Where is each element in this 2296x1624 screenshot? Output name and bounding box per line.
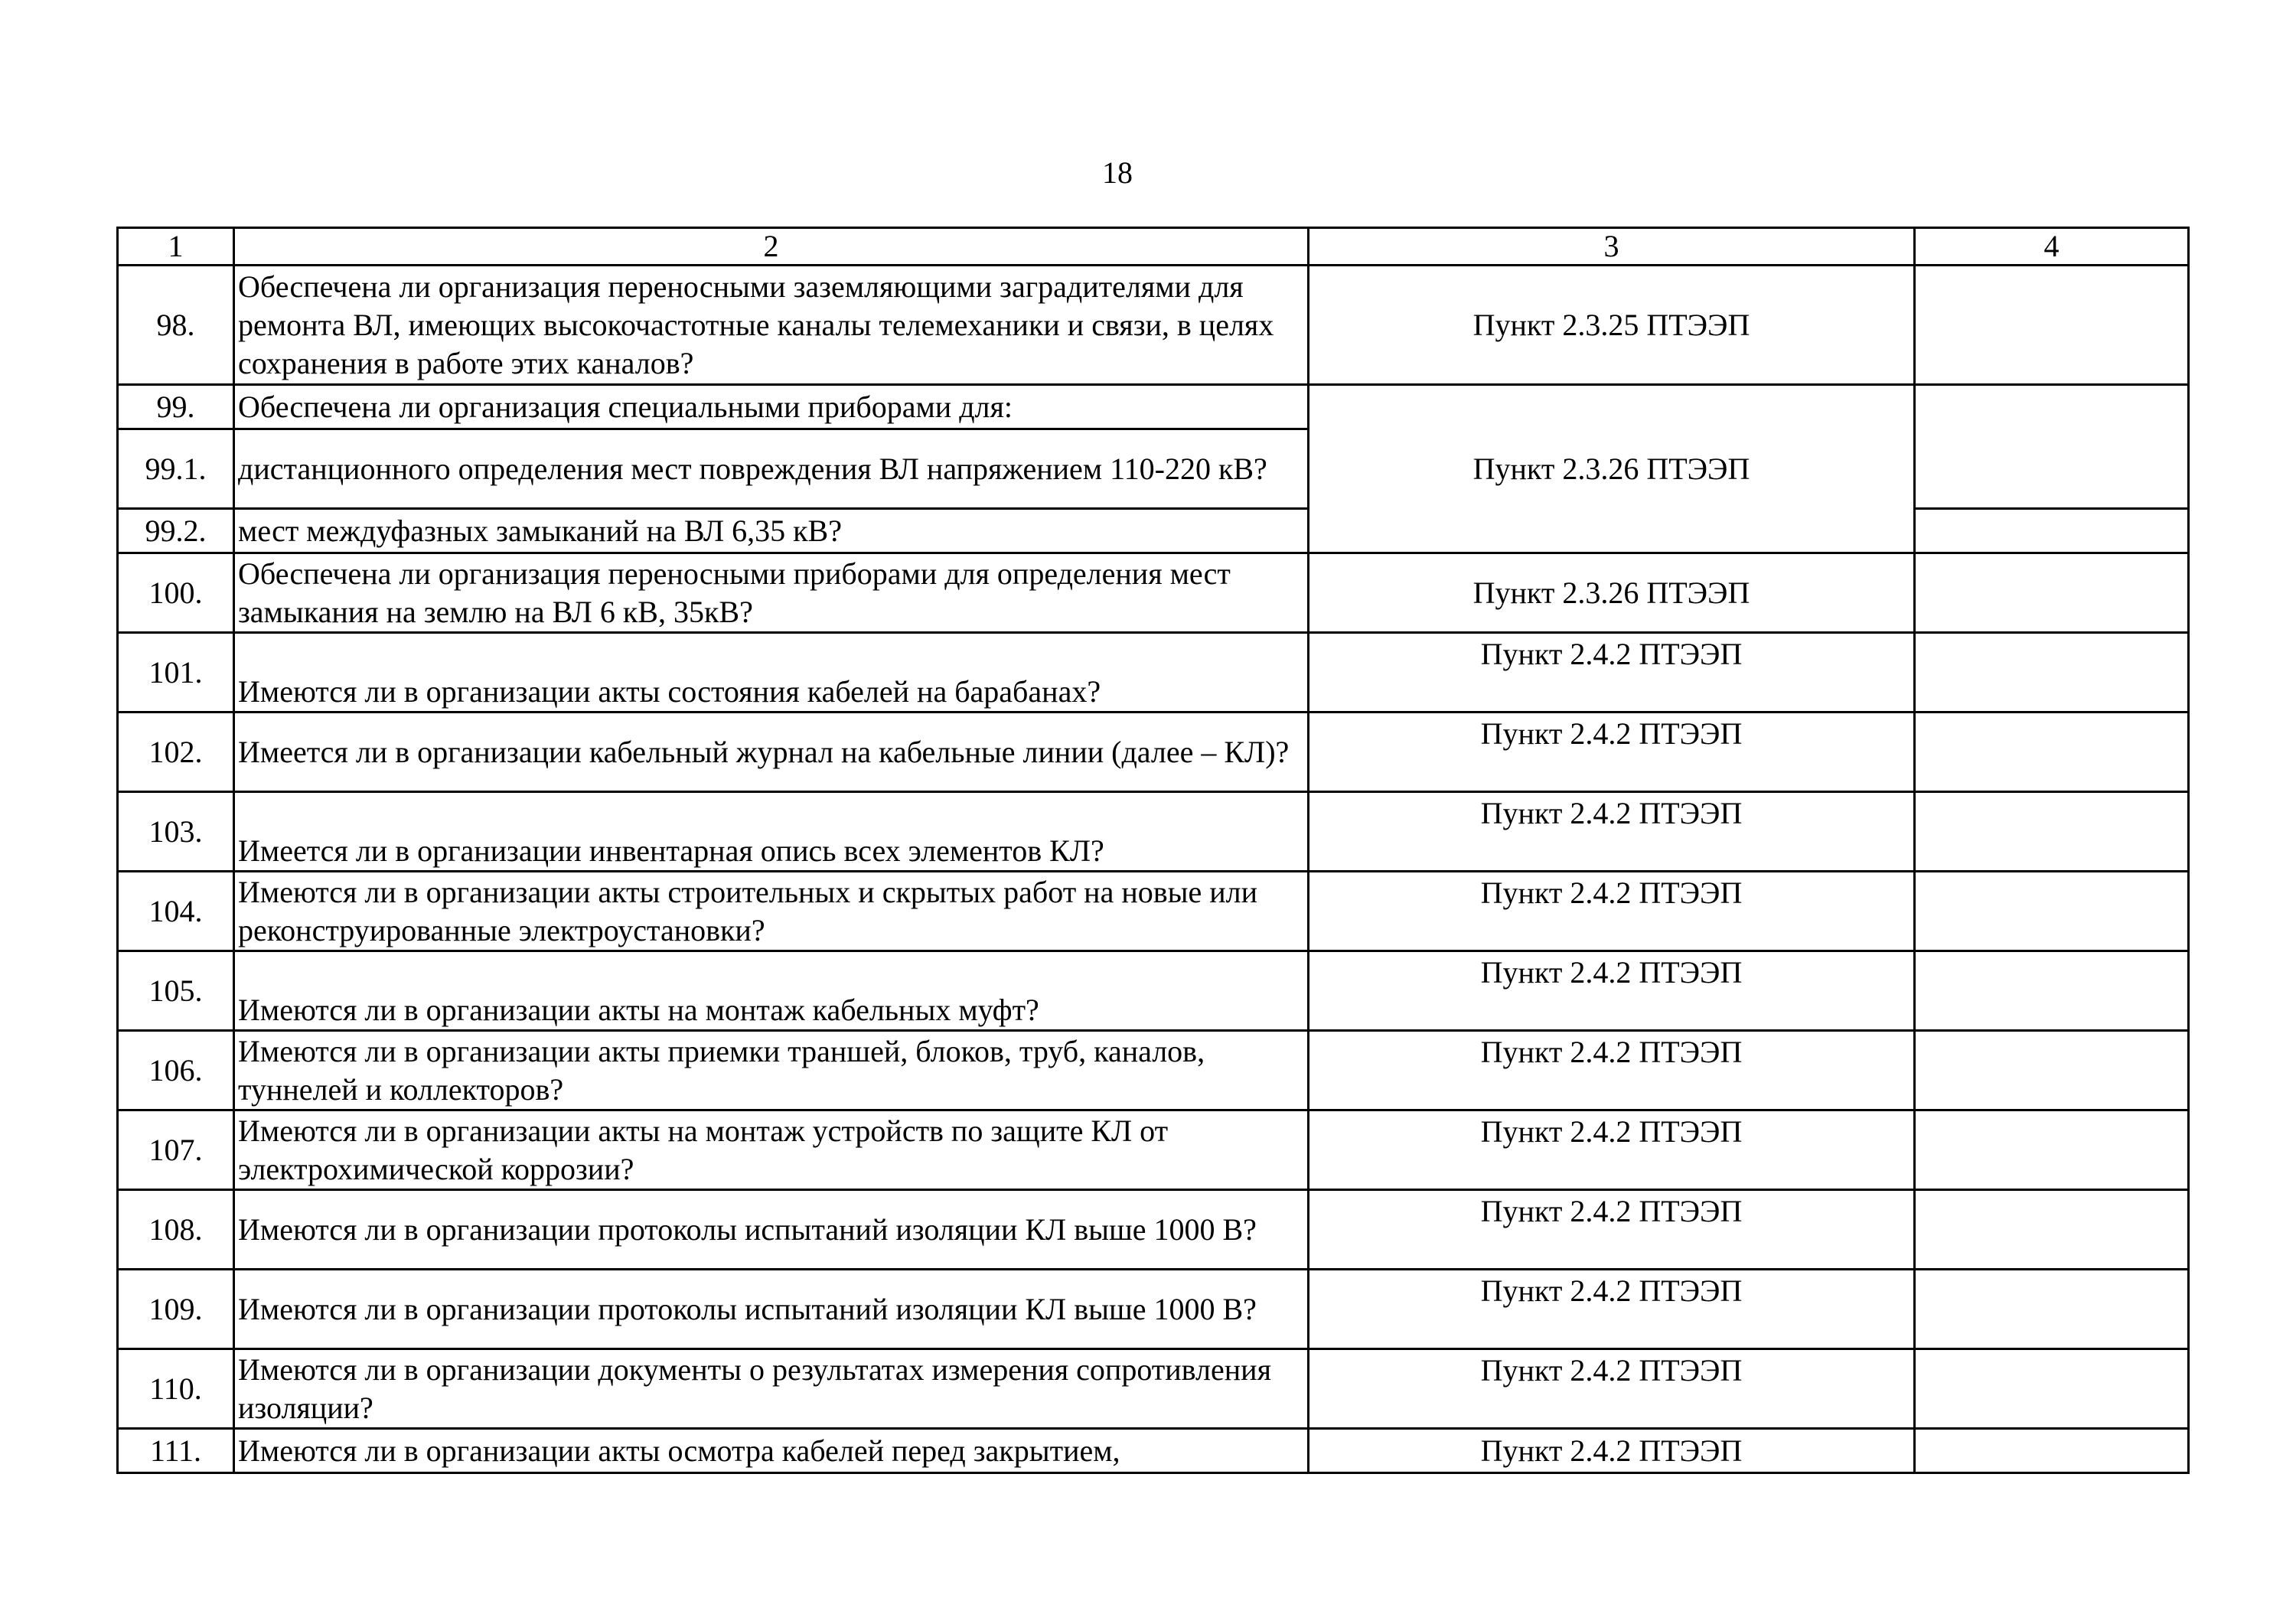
item-question: Имеются ли в организации акты на монтаж устройств по защите КЛ от электрохимической коррозии?	[234, 1110, 1309, 1190]
table-header-row	[118, 228, 2189, 266]
table-row	[118, 385, 2189, 429]
table-row	[118, 1031, 2189, 1110]
table-row	[118, 1429, 2189, 1473]
item-number: 109.	[118, 1270, 234, 1349]
item-note	[1915, 266, 2189, 385]
item-note	[1915, 1270, 2189, 1349]
table-row	[118, 1190, 2189, 1270]
item-reference: Пункт 2.3.26 ПТЭЭП	[1309, 553, 1915, 633]
column-header: 1	[118, 228, 234, 266]
item-number: 99.	[118, 385, 234, 429]
item-note	[1915, 792, 2189, 872]
item-reference: Пункт 2.4.2 ПТЭЭП	[1309, 1349, 1915, 1429]
item-number: 99.2.	[118, 509, 234, 553]
item-question: Имеются ли в организации протоколы испытаний изоляции КЛ выше 1000 В?	[234, 1190, 1309, 1270]
table-row	[118, 1110, 2189, 1190]
item-note	[1915, 1429, 2189, 1473]
item-number: 111.	[118, 1429, 234, 1473]
item-reference: Пункт 2.4.2 ПТЭЭП	[1309, 713, 1915, 792]
item-number: 110.	[118, 1349, 234, 1429]
item-question: Имеются ли в организации акты осмотра кабелей перед закрытием,	[234, 1429, 1309, 1473]
item-reference: Пункт 2.3.26 ПТЭЭП	[1309, 385, 1915, 553]
item-question: Имеется ли в организации инвентарная опись всех элементов КЛ?	[234, 792, 1309, 872]
column-header: 4	[1915, 228, 2189, 266]
item-number: 106.	[118, 1031, 234, 1110]
item-note	[1915, 509, 2189, 553]
item-question: Имеются ли в организации акты приемки траншей, блоков, труб, каналов, туннелей и коллекторов?	[234, 1031, 1309, 1110]
item-note	[1915, 1190, 2189, 1270]
item-number: 103.	[118, 792, 234, 872]
column-header: 2	[234, 228, 1309, 266]
item-note	[1915, 633, 2189, 713]
item-note	[1915, 385, 2189, 509]
item-reference: Пункт 2.4.2 ПТЭЭП	[1309, 1270, 1915, 1349]
table-row	[118, 792, 2189, 872]
item-reference: Пункт 2.4.2 ПТЭЭП	[1309, 792, 1915, 872]
item-number: 105.	[118, 951, 234, 1031]
table-row	[118, 951, 2189, 1031]
item-note	[1915, 713, 2189, 792]
item-number: 100.	[118, 553, 234, 633]
item-number: 98.	[118, 266, 234, 385]
item-note	[1915, 553, 2189, 633]
item-question: Имеется ли в организации кабельный журнал на кабельные линии (далее – КЛ)?	[234, 713, 1309, 792]
item-note	[1915, 872, 2189, 951]
table-row	[118, 713, 2189, 792]
page-number: 18	[1102, 155, 1133, 190]
item-question: дистанционного определения мест повреждения ВЛ напряжением 110-220 кВ?	[234, 429, 1309, 509]
item-reference: Пункт 2.4.2 ПТЭЭП	[1309, 1031, 1915, 1110]
item-number: 104.	[118, 872, 234, 951]
item-reference: Пункт 2.4.2 ПТЭЭП	[1309, 1110, 1915, 1190]
table-row	[118, 1270, 2189, 1349]
item-reference: Пункт 2.4.2 ПТЭЭП	[1309, 1429, 1915, 1473]
item-question: Обеспечена ли организация переносными заземляющими заградителями для ремонта ВЛ, имеющих высокочастотные каналы телемеханики и связи, в целях сохранения в работе этих каналов?	[234, 266, 1309, 385]
table-row	[118, 1349, 2189, 1429]
table-row	[118, 633, 2189, 713]
item-question: Имеются ли в организации протоколы испытаний изоляции КЛ выше 1000 В?	[234, 1270, 1309, 1349]
table-row	[118, 266, 2189, 385]
item-note	[1915, 1349, 2189, 1429]
item-number: 108.	[118, 1190, 234, 1270]
item-reference: Пункт 2.4.2 ПТЭЭП	[1309, 951, 1915, 1031]
item-number: 102.	[118, 713, 234, 792]
item-question: Имеются ли в организации акты на монтаж кабельных муфт?	[234, 951, 1309, 1031]
item-question: мест междуфазных замыканий на ВЛ 6,35 кВ?	[234, 509, 1309, 553]
item-number: 107.	[118, 1110, 234, 1190]
item-question: Имеются ли в организации акты строительных и скрытых работ на новые или реконструированные электроустановки?	[234, 872, 1309, 951]
item-reference: Пункт 2.4.2 ПТЭЭП	[1309, 872, 1915, 951]
item-question: Обеспечена ли организация переносными приборами для определения мест замыкания на землю на ВЛ 6 кВ, 35кВ?	[234, 553, 1309, 633]
item-number: 101.	[118, 633, 234, 713]
checklist-table	[116, 227, 2190, 1474]
item-reference: Пункт 2.4.2 ПТЭЭП	[1309, 1190, 1915, 1270]
item-note	[1915, 1110, 2189, 1190]
item-reference: Пункт 2.4.2 ПТЭЭП	[1309, 633, 1915, 713]
item-reference: Пункт 2.3.25 ПТЭЭП	[1309, 266, 1915, 385]
item-question: Имеются ли в организации акты состояния кабелей на барабанах?	[234, 633, 1309, 713]
table-row	[118, 872, 2189, 951]
column-header: 3	[1309, 228, 1915, 266]
item-question: Имеются ли в организации документы о результатах измерения сопротивления изоляции?	[234, 1349, 1309, 1429]
item-note	[1915, 951, 2189, 1031]
item-question: Обеспечена ли организация специальными приборами для:	[234, 385, 1309, 429]
table-row	[118, 553, 2189, 633]
item-note	[1915, 1031, 2189, 1110]
item-number: 99.1.	[118, 429, 234, 509]
